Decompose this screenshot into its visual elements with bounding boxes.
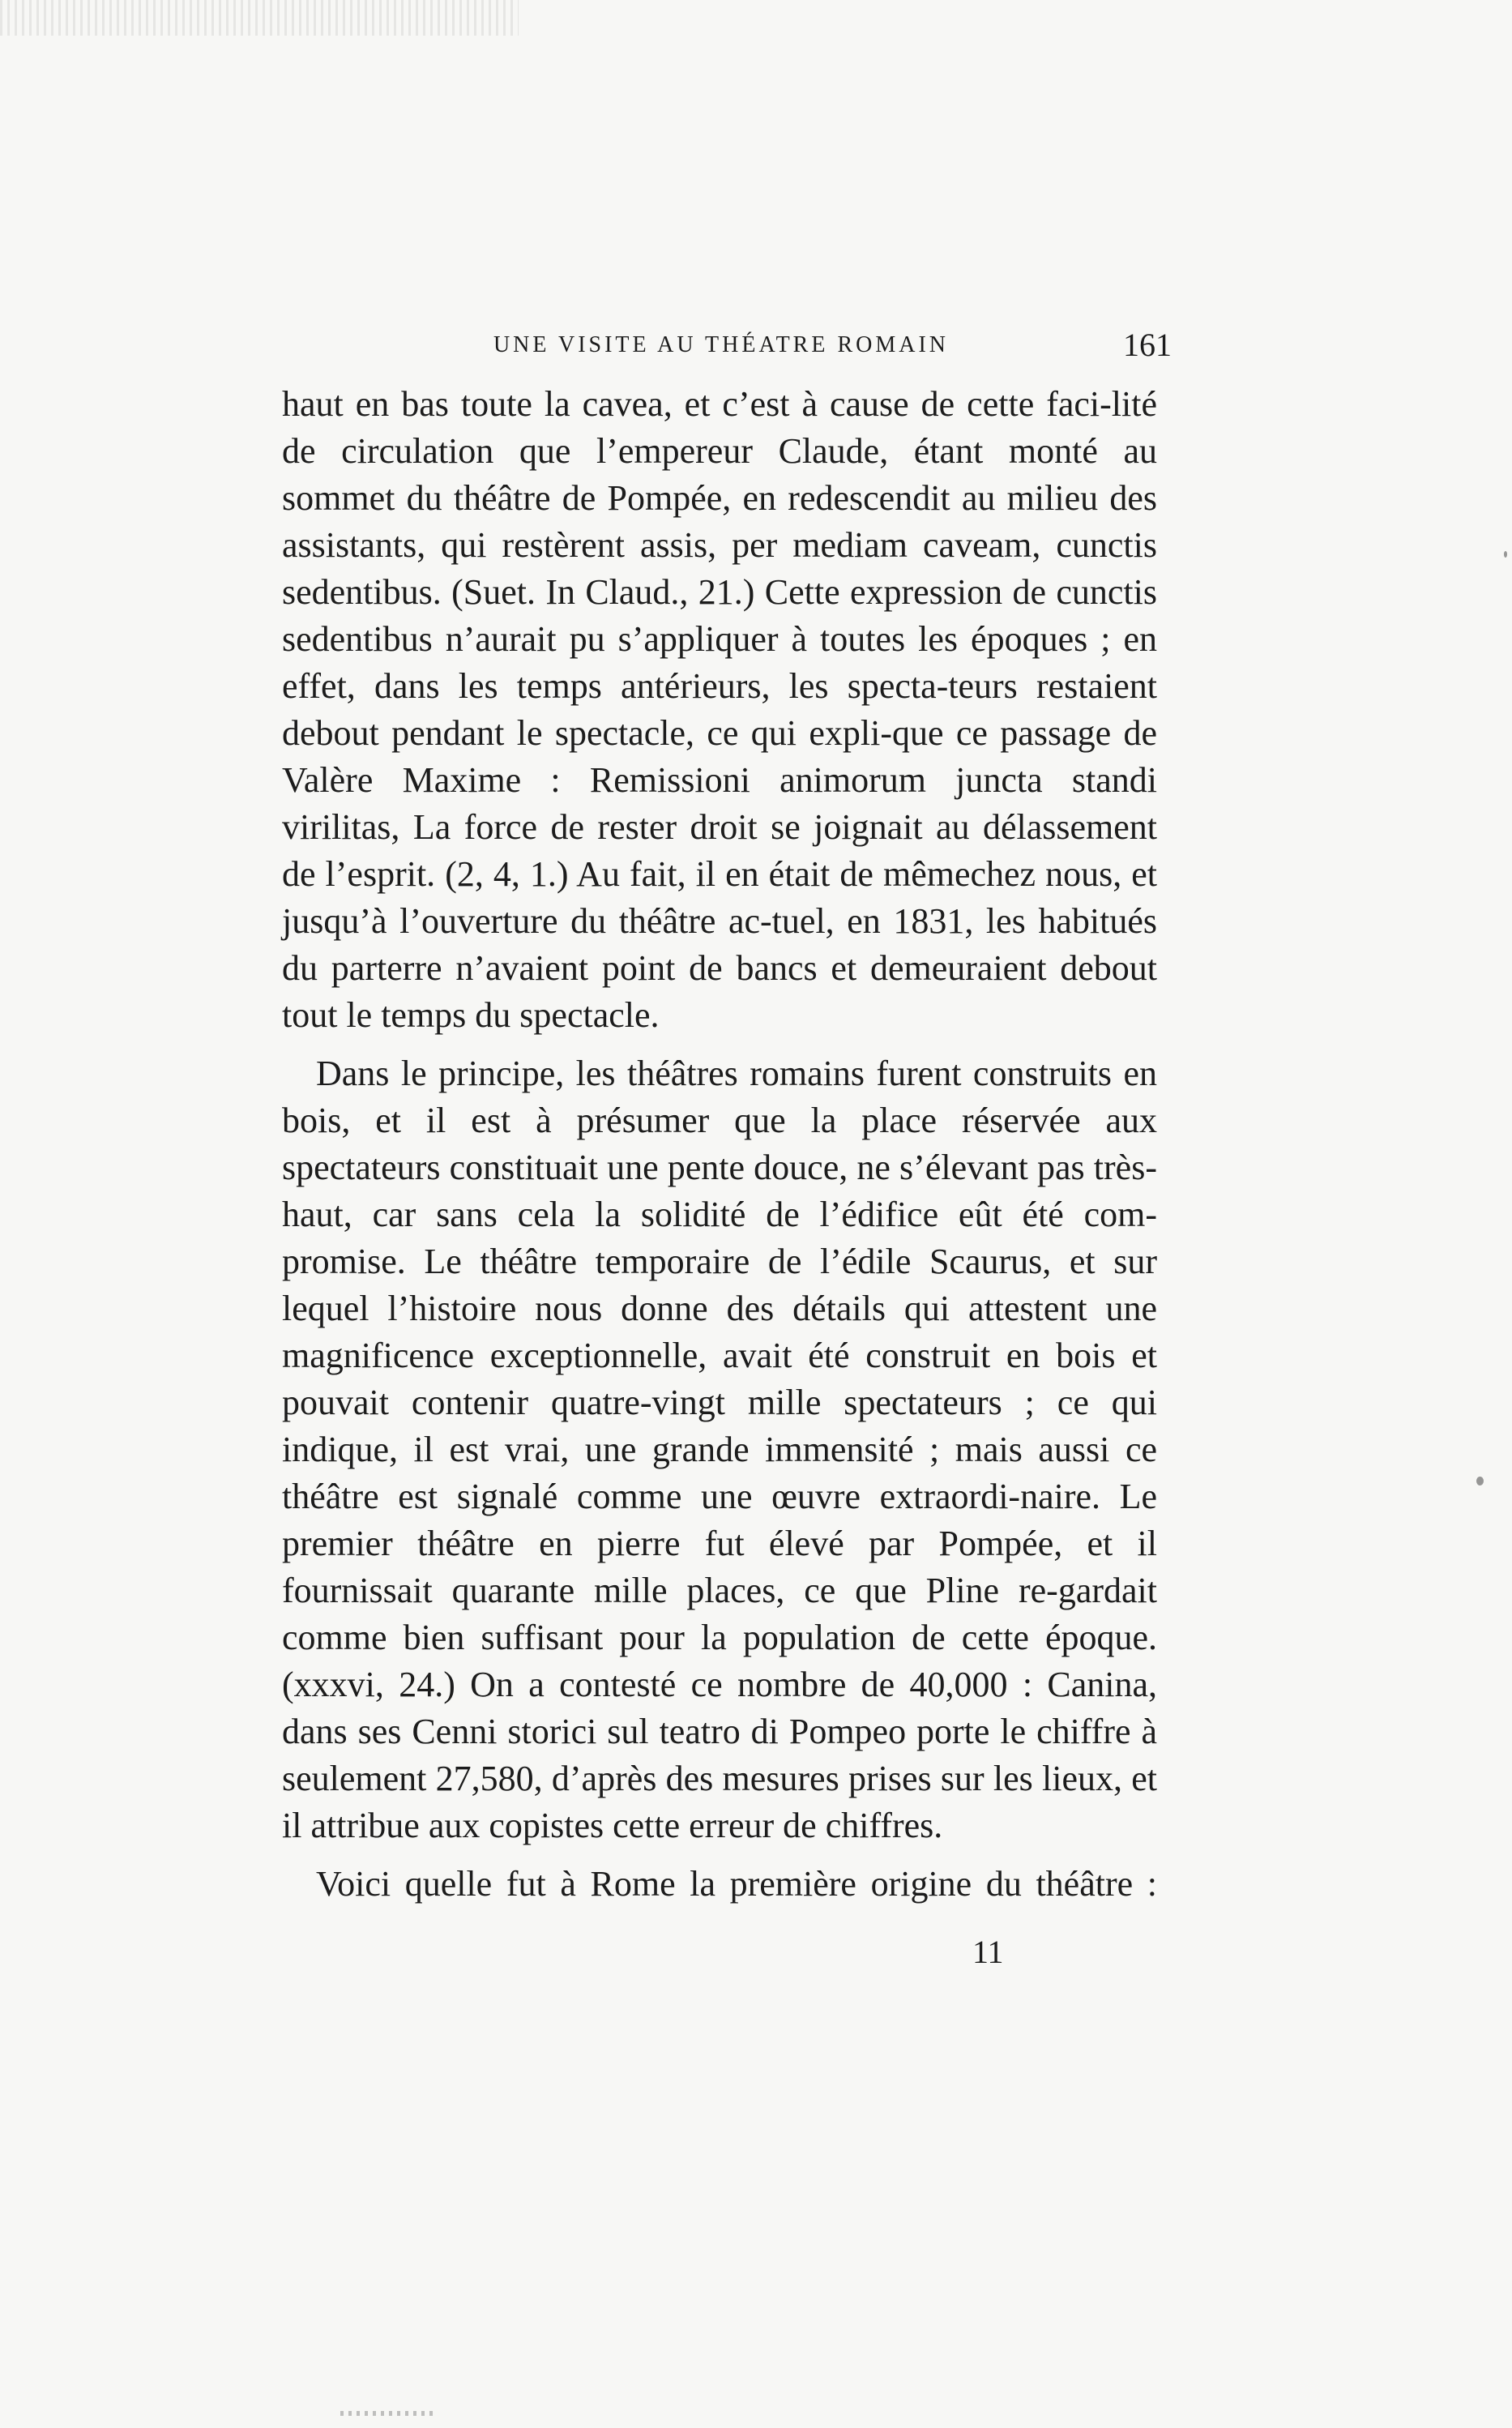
paragraph-2: Dans le principe, les théâtres romains furent construits en bois, et il est à présumer que la place réservée aux spectateurs constituait une pente douce, ne s’élevant pas très-haut, car sans cela la solidité de l’édifice eût été com-promise. Le théâtre temporaire de l’édile Scaurus, et sur lequel l’histoire nous donne des détails qui attestent une magnificence exceptionnelle, avait été construit en bois et pouvait contenir quatre-vingt mille spectateurs ; ce qui indique, il est vrai, une grande immensité ; mais aussi ce théâtre est signalé comme une œuvre extraordi-naire. Le premier théâtre en pierre fut élevé par Pompée, et il fournissait quarante mille places, ce que Pline re-gardait comme bien suffisant pour la population de cette époque. (xxxvi, 24.) On a contesté ce nombre de 40,000 : Canina, dans ses Cenni storici sul teatro di Pompeo porte le chiffre à seulement 27,580, d’après des mesures prises sur les lieux, et il attribue aux copistes cette erreur de chiffres. <box>282 1054 1157 1845</box>
body-text <box>282 381 1157 1908</box>
scan-noise-bottom <box>340 2411 438 2416</box>
running-head: UNE VISITE AU THÉATRE ROMAIN <box>493 332 950 357</box>
scan-speck <box>1476 1477 1484 1485</box>
scan-noise-top <box>0 0 519 36</box>
signature-mark: 11 <box>972 1934 1004 1970</box>
scan-speck <box>1504 551 1507 558</box>
paragraph-3: Voici quelle fut à Rome la première origine du théâtre : <box>316 1864 1157 1904</box>
page-number: 161 <box>1123 327 1172 363</box>
paragraph-1: haut en bas toute la cavea, et c’est à cause de cette faci-lité de circulation que l’empereur Claude, étant monté au sommet du théâtre de Pompée, en redescendit au milieu des assistants, qui restèrent assis, per mediam caveam, cunctis sedentibus. (Suet. In Claud., 21.) Cette expression de cunctis sedentibus n’aurait pu s’appliquer à toutes les époques ; en effet, dans les temps antérieurs, les specta-teurs restaient debout pendant le spectacle, ce qui expli-que ce passage de Valère Maxime : Remissioni animorum juncta standi virilitas, La force de rester droit se joignait au délassement de l’esprit. (2, 4, 1.) Au fait, il en était de mêmechez nous, et jusqu’à l’ouverture du théâtre ac-tuel, en 1831, les habitués du parterre n’avaient point de bancs et demeuraient debout tout le temps du spectacle. <box>282 384 1157 1035</box>
